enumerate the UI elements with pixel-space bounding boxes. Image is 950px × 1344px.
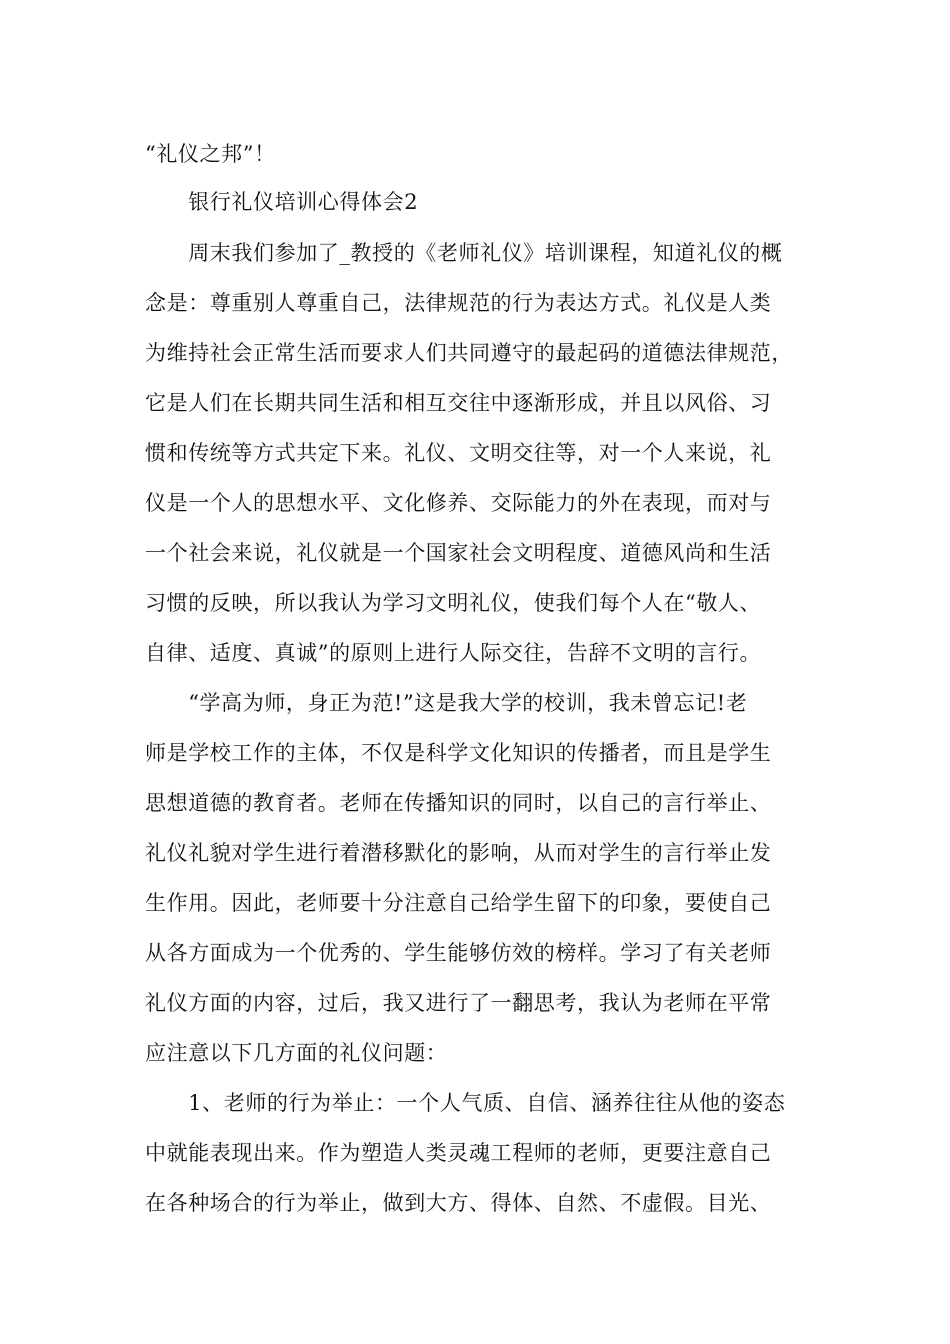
text-line: 一个社会来说，礼仪就是一个国家社会文明程度、道德风尚和生活 xyxy=(145,541,772,565)
text-line: 中就能表现出来。作为塑造人类灵魂工程师的老师，更要注意自己 xyxy=(145,1141,772,1165)
text-line: “学高为师，身正为范!”这是我大学的校训，我未曾忘记!老 xyxy=(145,691,748,715)
text-line: 念是：尊重别人尊重自己，法律规范的行为表达方式。礼仪是人类 xyxy=(145,291,772,315)
text-line: “礼仪之邦”！ xyxy=(145,142,276,166)
text-line: 周末我们参加了_教授的《老师礼仪》培训课程，知道礼仪的概 xyxy=(145,241,783,265)
text-line: 为维持社会正常生活而要求人们共同遵守的最起码的道德法律规范， xyxy=(145,341,793,365)
text-line: 思想道德的教育者。老师在传播知识的同时，以自己的言行举止、 xyxy=(145,791,772,815)
text-line: 生作用。因此，老师要十分注意自己给学生留下的印象，要使自己 xyxy=(145,891,772,915)
text-line: 惯和传统等方式共定下来。礼仪、文明交往等，对一个人来说，礼 xyxy=(145,441,772,465)
text-line: 师是学校工作的主体，不仅是科学文化知识的传播者，而且是学生 xyxy=(145,741,772,765)
text-line: 应注意以下几方面的礼仪问题： xyxy=(145,1041,448,1065)
text-line: 它是人们在长期共同生活和相互交往中逐渐形成，并且以风俗、习 xyxy=(145,391,772,415)
text-line: 从各方面成为一个优秀的、学生能够仿效的榜样。学习了有关老师 xyxy=(145,941,772,965)
text-line: 1、老师的行为举止：一个人气质、自信、涵养往往从他的姿态 xyxy=(145,1091,786,1115)
section-heading: 银行礼仪培训心得体会2 xyxy=(145,190,419,214)
text-line: 习惯的反映，所以我认为学习文明礼仪，使我们每个人在“敬人、 xyxy=(145,591,762,615)
text-line: 礼仪方面的内容，过后，我又进行了一翻思考，我认为老师在平常 xyxy=(145,991,772,1015)
text-line: 礼仪礼貌对学生进行着潜移默化的影响，从而对学生的言行举止发 xyxy=(145,841,772,865)
text-line: 自律、适度、真诚”的原则上进行人际交往，告辞不文明的言行。 xyxy=(145,641,762,665)
text-line: 仪是一个人的思想水平、文化修养、交际能力的外在表现，而对与 xyxy=(145,491,772,515)
text-line: 在各种场合的行为举止，做到大方、得体、自然、不虚假。目光、 xyxy=(145,1191,772,1215)
